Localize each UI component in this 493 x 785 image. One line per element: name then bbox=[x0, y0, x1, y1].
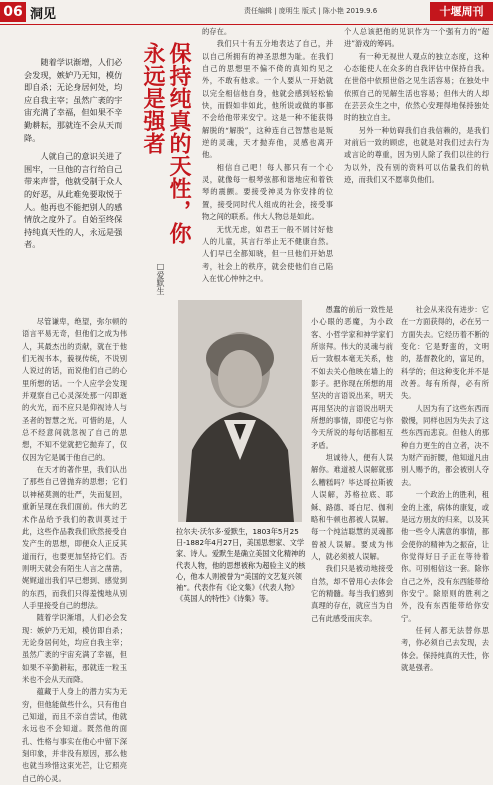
text-column-3 bbox=[344, 26, 489, 276]
text-column-4 bbox=[311, 304, 393, 700]
body-paragraph: 随着学识渐增，人们必会发现：嫉妒乃无知，模仿即自杀；无论身居何处，均应自我主宰；虽然广袤的宇宙充满了幸福，但如果不辛勤耕耘，那就连一粒玉米也不会从天而降。 bbox=[22, 613, 127, 684]
body-paragraph: 任何人都无法替你思考，你必须自己去发现，去体会。保持纯真的天性，你就是强者。 bbox=[401, 625, 489, 672]
page-number: 06 bbox=[0, 2, 26, 22]
masthead-logo: 十堰周刊 bbox=[430, 2, 493, 21]
pull-quote-paragraph: 人就自己的意识关进了围牢，一旦他的言行给自己带来声誉，他就受制于众人的好恶，从此难免要取悦于人。他再也不能把别人的感情放之度外了。自始至终保持纯真天性的人，永远是强者。 bbox=[24, 151, 123, 250]
body-paragraph: 我们只十有五分地表达了自己，并以自己所拥有的神圣思想为耻。在我们自己的思想里不偏不倚的真知灼见之外，不敢有他求。一个人要从一开始就以完全相信他自身，他就会感到轻松愉快，而假如非如此，他所说或做的事都不会给他带来安宁。这是一种不能获得解脱的“解脱”，这种连自己智慧也是叛逆的灵魂，天才抛弃他，灵感也离开他。 bbox=[202, 39, 333, 160]
body-paragraph: 尽管谦卑，绝望，弥尔顿的语言平易无奇，但他们之成为伟人，其最杰出的贡献，就在于他们无视书本，藐视传统，不说别人说过的话，而说他们自己的心里所想的话。一个人应学会发现并观察自己心灵深处那一闪即逝的火光，而不应只是仰视诗人与圣者的智慧之光。可惜的是，人总不经意间就忽视了自己的思想，不知不觉就把它抛弃了，仅仅因为它是属于他自己的。 bbox=[22, 317, 127, 462]
editor-info: 责任编辑 | 庞明生 版式 | 陈小艳 2019.9.6 bbox=[244, 7, 378, 15]
body-paragraph: 有一种无视世人观点的独立态度，这种心态能使人在众多的自我评估中保持自我。在世俗中依照世俗之见生活容易；在独处中依照自己的见解生活也容易；但伟大的人却在芸芸众生之中，依然心安理得地保持独处时的独立自主。 bbox=[344, 51, 489, 123]
body-paragraph: 一个政治上的胜利，租金的上涨，病体的康复，或是远方朋友的归来，以及其他一些令人满意的事情，都会使你的精神为之振奋，让你觉得好日子正在等待着你。可别相信这一套。除你自己之外，没有东西能带给你安宁。除原则的胜利之外，没有东西能带给你安宁。 bbox=[401, 490, 489, 623]
photo-caption: 拉尔夫·沃尔多·爱默生，1803年5月25日-1882年4月27日，美国思想家、文学家、诗人。爱默生是确立美国文化精神的代表人物，他的思想被称为超验主义的核心，他本人则被誉为“美国的文艺复兴领袖”。代表作有《论文集》《代表人物》《英国人的特性》《诗集》等。 bbox=[176, 527, 306, 604]
portrait-image bbox=[178, 300, 302, 522]
text-column-2 bbox=[202, 26, 333, 283]
article-author: □爱默生 bbox=[156, 262, 165, 295]
header-rule bbox=[0, 24, 493, 25]
body-paragraph: 蕴藏于人身上的潜力实为无穷，但他能做些什么，只有他自己知道，而且不亲自尝试，他就永远也不会知道。既然他的面孔、性格与事实在他心中留下深刻印象，并非没有原因，那么他也就当珍惜这束光芒，让它照亮自己的心灵。 bbox=[22, 687, 127, 783]
pull-quote bbox=[24, 56, 124, 257]
body-paragraph: 愚蠢的前后一致性是小心眼的恶魔，为小政客、小哲学家和神学家们所崇拜。伟大的灵魂与前后一致根本毫无关系，他不如去关心他映在墙上的影子。把你现在所想的用坚决的言语说出来，明天再用坚决的言语说出明天所想的事情，即使它与你今天所说的每句话都相互矛盾。 bbox=[311, 305, 393, 450]
text-column-1 bbox=[22, 316, 127, 783]
body-paragraph: 社会从来没有进步：它在一方面获得的，必在另一方面失去。它经历着不断的变化：它是野蛮的，文明的，基督教化的，富足的，科学的；但这种变化并不是改善。每有所得，必有所失。 bbox=[401, 305, 489, 401]
body-paragraph: 我们只是被动地接受自然，却不曾用心去体会它的精髓。每当我们感到真理的存在，就应当为自己有此感受而庆幸。 bbox=[311, 564, 393, 623]
body-paragraph: 的存在。 bbox=[202, 27, 232, 36]
pull-quote-paragraph: 随着学识渐增，人们必会发现，嫉妒乃无知，模仿即自杀；无论身居何处，均应自我主宰；虽然广袤的宇宙充满了幸福，但如果不辛勤耕耘，那就连不会从天而降。 bbox=[24, 57, 123, 143]
body-paragraph: 坦诚待人，便有人误解你。难道被人误解就那么糟糕吗？毕达哥拉斯被人误解，苏格拉底、耶稣、路德、哥白尼、伽利略和牛顿也都被人误解。每一个纯洁聪慧的灵魂都曾被人误解。要成为伟人，就必须被人误解。 bbox=[311, 453, 393, 561]
body-paragraph: 无忧无虑，如君王一般不屑讨好他人的儿童，其言行举止无不健康自然。人们早已全都知晓，但一旦他们开始思考，社会上的秩序，就会使他们自己陷入在忧心忡忡之中。 bbox=[202, 224, 333, 283]
body-paragraph: 在天才的著作里，我们认出了那些自己曾抛弃的思想；它们以神秘莫测的壮严，失而复回，重新呈现在我们面前。伟大的艺术作品给予我们的教训莫过于此，这些作品教我们欣然接受自发产生的思想，即便众人正反其道而行，也要更加坚持它们。否则明天就会有陌生人言之凿凿，娓娓道出我们早已想到、感觉到的东西，而我们只得羞愧地从别人手里接受自己的想法。 bbox=[22, 465, 127, 610]
article-headline: 保持纯真的天性，你永远是强者 bbox=[140, 42, 192, 245]
author-portrait bbox=[178, 300, 302, 522]
body-paragraph: 个人总该把他的见识作为一个强有力的“超进”游戏的筹码。 bbox=[344, 27, 489, 49]
body-paragraph: 相信自己吧！每人都只有一个心灵，就像每一根琴弦都和谐地应和着铁琴的震颤。要接受神灵为你安排的位置，接受同时代人组成的社会，接受事物之间的联系。伟大人物总是如此。 bbox=[202, 162, 333, 222]
body-paragraph: 人因为有了这些东西而傲慢，同样也因为失去了这些东西而悲哀。但他人的那种自力更生的自立者，决不为财产而折腰，他知道凡由别人赐予的，都会被别人夺去。 bbox=[401, 403, 489, 487]
body-paragraph: 另外一种妨碍我们自我信赖的，是我们对前后一致的顾虑，也就是对我们过去行为或言论的尊重，因为别人除了我们以往的行为以外，没有别的资料可以估量我们的轨迹，而我们又不愿辜负他们。 bbox=[344, 125, 489, 185]
section-title: 洞见 bbox=[30, 7, 57, 22]
text-column-5 bbox=[401, 304, 489, 700]
